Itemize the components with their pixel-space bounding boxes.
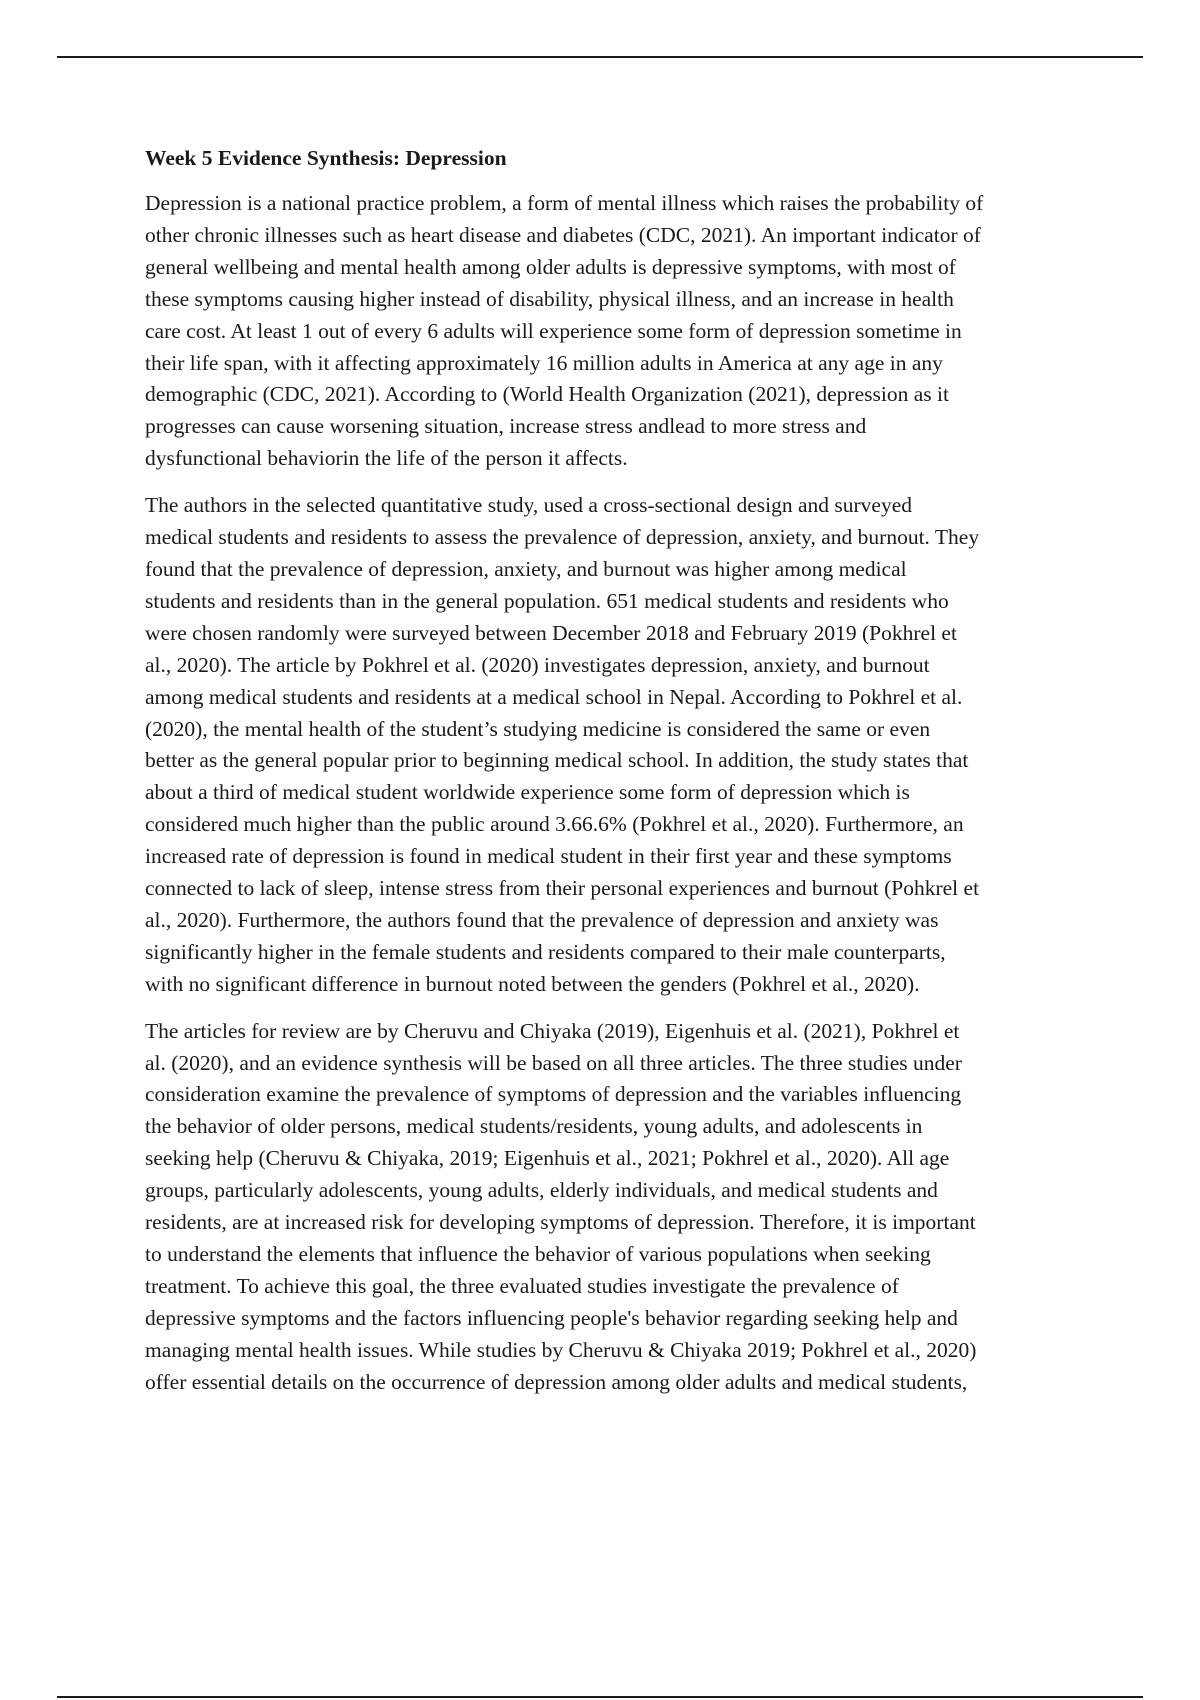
- paragraph-line: significantly higher in the female students and residents compared to their male counterparts,: [145, 939, 946, 964]
- header-rule: [57, 56, 1143, 58]
- paragraph-line: The authors in the selected quantitative study, used a cross-sectional design and surveyed: [145, 493, 913, 518]
- paragraph-line: Depression is a national practice problem, a form of mental illness which raises the probability of: [145, 191, 984, 215]
- paragraph-line: groups, particularly adolescents, young adults, elderly individuals, and medical students and: [145, 1178, 938, 1203]
- paragraph-line: al., 2020). Furthermore, the authors found that the prevalence of depression and anxiety was: [145, 907, 939, 932]
- paragraph-line: seeking help (Cheruvu & Chiyaka, 2019; Eigenhuis et al., 2021; Pokhrel et al., 2020). All age: [145, 1146, 950, 1171]
- paragraph-line: dysfunctional behaviorin the life of the person it affects.: [145, 446, 628, 471]
- paragraph-line: among medical students and residents at a medical school in Nepal. According to Pokhrel et al.: [145, 684, 963, 709]
- paragraph-line: al. (2020), and an evidence synthesis will be based on all three articles. The three studies under: [145, 1050, 962, 1075]
- paragraph-line: connected to lack of sleep, intense stress from their personal experiences and burnout (Pohkrel et: [145, 876, 980, 901]
- paragraph-line: to understand the elements that influence the behavior of various populations when seeking: [145, 1242, 931, 1266]
- paragraph-line: managing mental health issues. While studies by Cheruvu & Chiyaka 2019; Pokhrel et al., 2020): [145, 1337, 977, 1362]
- paragraph-line: progresses can cause worsening situation, increase stress andlead to more stress and: [145, 414, 867, 439]
- paragraph-line: care cost. At least 1 out of every 6 adults will experience some form of depression sometime in: [145, 318, 962, 343]
- paragraph-line: increased rate of depression is found in medical student in their first year and these symptoms: [145, 844, 952, 869]
- paragraph-line: with no significant difference in burnout noted between the genders (Pokhrel et al., 2020).: [145, 971, 920, 996]
- document-title: Week 5 Evidence Synthesis: Depression: [145, 146, 507, 170]
- paragraph-line: al., 2020). The article by Pokhrel et al. (2020) investigates depression, anxiety, and burnout: [145, 652, 930, 677]
- paragraph-line: (2020), the mental health of the student’s studying medicine is considered the same or even: [145, 716, 931, 741]
- paragraph-line: students and residents than in the general population. 651 medical students and residents who: [145, 588, 949, 613]
- paragraph-line: the behavior of older persons, medical students/residents, young adults, and adolescents in: [145, 1114, 923, 1139]
- paragraph-line: considered much higher than the public around 3.66.6% (Pokhrel et al., 2020). Furthermore, an: [145, 812, 964, 837]
- paragraph-line: about a third of medical student worldwide experience some form of depression which is: [145, 780, 910, 805]
- paragraph-line: demographic (CDC, 2021). According to (World Health Organization (2021), depression as it: [145, 382, 949, 407]
- paragraph-line: consideration examine the prevalence of symptoms of depression and the variables influencing: [145, 1082, 962, 1107]
- paragraph-3: [145, 1016, 1093, 1399]
- paragraph-line: depressive symptoms and the factors influencing people's behavior regarding seeking help and: [145, 1305, 958, 1330]
- paragraph-line: other chronic illnesses such as heart disease and diabetes (CDC, 2021). An important indicator of: [145, 222, 981, 247]
- paragraph-2: [145, 490, 1093, 1001]
- footer-rule: [57, 1696, 1143, 1698]
- paragraph-line: residents, are at increased risk for developing symptoms of depression. Therefore, it is important: [145, 1210, 976, 1235]
- paragraph-line: offer essential details on the occurrence of depression among older adults and medical students,: [145, 1369, 968, 1394]
- paragraph-line: better as the general popular prior to beginning medical school. In addition, the study states that: [145, 748, 969, 773]
- paragraph-line: general wellbeing and mental health among older adults is depressive symptoms, with most of: [145, 254, 956, 279]
- paragraph-line: The articles for review are by Cheruvu and Chiyaka (2019), Eigenhuis et al. (2021), Pokhrel et: [145, 1018, 960, 1043]
- paragraph-1: [145, 188, 1093, 475]
- paragraph-line: these symptoms causing higher instead of disability, physical illness, and an increase in health: [145, 286, 954, 311]
- document-body: [145, 142, 1093, 1414]
- paragraph-line: found that the prevalence of depression, anxiety, and burnout was higher among medical: [145, 556, 907, 581]
- paragraph-line: treatment. To achieve this goal, the three evaluated studies investigate the prevalence of: [145, 1273, 899, 1298]
- paragraph-line: their life span, with it affecting approximately 16 million adults in America at any age in any: [145, 350, 943, 375]
- paragraph-line: medical students and residents to assess the prevalence of depression, anxiety, and burnout. They: [145, 525, 980, 550]
- paragraph-line: were chosen randomly were surveyed between December 2018 and February 2019 (Pokhrel et: [145, 620, 957, 645]
